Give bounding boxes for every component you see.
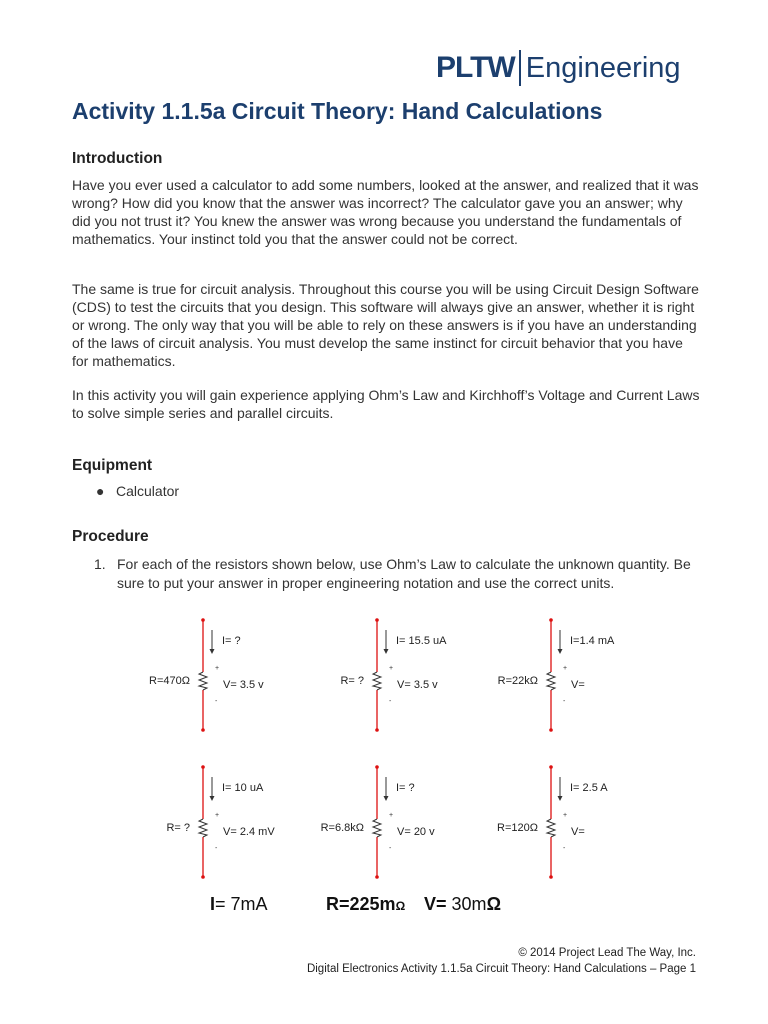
answer-voltage-unit: Ω (486, 894, 501, 914)
polarity-minus: - (389, 845, 392, 852)
polarity-minus: - (215, 845, 218, 852)
resistor-circuit (321, 765, 435, 879)
answer-voltage-value: 30m (446, 894, 487, 914)
resistance-label: R=22kΩ (497, 675, 538, 687)
terminal-top (549, 618, 553, 622)
current-arrow-head (384, 649, 389, 654)
terminal-bottom (201, 875, 205, 879)
bullet-icon: ● (96, 483, 105, 499)
polarity-plus: + (389, 665, 394, 672)
polarity-plus: + (563, 812, 568, 819)
answer-current-value: = 7mA (215, 894, 268, 914)
resistance-label: R=470Ω (149, 675, 190, 687)
terminal-top (375, 618, 379, 622)
answer-voltage-label: V= (424, 894, 447, 914)
voltage-label: V= (571, 826, 585, 838)
polarity-minus: - (215, 698, 218, 705)
answer-current (210, 894, 268, 915)
resistance-label: R= ? (340, 675, 364, 687)
polarity-plus: + (389, 812, 394, 819)
intro-paragraph-1: Have you ever used a calculator to add some numbers, looked at the answer, and realized that it was wrong? How did you know that the answer was incorrect? The calculator gave you an answer; why did you not trust it? You knew the answer was wrong because you understand the fundamentals of mathematics. Your instinct told you that the answer could not be correct. (72, 177, 699, 247)
resistor-circuit (149, 618, 264, 732)
current-arrow-head (558, 649, 563, 654)
answer-resistance-value: R=225m (326, 894, 396, 914)
answer-resistance-unit: Ω (395, 899, 406, 913)
step-number: 1. (94, 556, 106, 572)
introduction-heading: Introduction (72, 150, 163, 167)
current-arrow-head (210, 796, 215, 801)
terminal-top (201, 765, 205, 769)
resistance-label: R=120Ω (497, 822, 538, 834)
logo-mark: PLTW (436, 51, 515, 84)
voltage-label: V= (571, 679, 585, 691)
resistor-symbol (547, 672, 555, 690)
resistor-circuit (166, 765, 275, 879)
voltage-label: V= 3.5 v (397, 679, 438, 691)
voltage-label: V= 3.5 v (223, 679, 264, 691)
equipment-item-label: Calculator (116, 483, 180, 499)
resistor-circuit (340, 618, 447, 732)
intro-paragraph-3: In this activity you will gain experience applying Ohm’s Law and Kirchhoff’s Voltage and Current Laws to solve simple series and parallel circuits. (72, 387, 700, 421)
polarity-plus: + (215, 665, 220, 672)
resistance-label: R= ? (166, 822, 190, 834)
step-text: For each of the resistors shown below, use Ohm’s Law to calculate the unknown quantity. Be sure to put your answer in proper engineering notation and use the correct units. (117, 556, 691, 591)
equipment-heading: Equipment (72, 457, 153, 474)
answer-current-label: I (210, 894, 216, 914)
resistor-symbol (199, 819, 207, 837)
current-label: I= 15.5 uA (396, 635, 447, 647)
current-label: I= 10 uA (222, 782, 264, 794)
polarity-minus: - (389, 698, 392, 705)
current-arrow-head (384, 796, 389, 801)
answer-resistance (326, 894, 405, 915)
resistor-circuit (498, 618, 615, 732)
resistor-symbol (373, 819, 381, 837)
polarity-minus: - (563, 698, 566, 705)
current-label: I=1.4 mA (570, 635, 615, 647)
terminal-bottom (549, 728, 553, 732)
terminal-top (201, 618, 205, 622)
resistance-label: R=6.8kΩ (320, 822, 364, 834)
current-arrow-head (558, 796, 563, 801)
resistor-symbol (547, 819, 555, 837)
resistor-circuit (497, 765, 608, 879)
answer-voltage (424, 894, 501, 915)
page-title: Activity 1.1.5a Circuit Theory: Hand Calculations (72, 98, 603, 124)
terminal-bottom (201, 728, 205, 732)
resistor-symbol (373, 672, 381, 690)
terminal-bottom (375, 875, 379, 879)
footer-copyright: © 2014 Project Lead The Way, Inc. (518, 947, 696, 959)
resistor-symbol (199, 672, 207, 690)
current-label: I= ? (396, 782, 415, 794)
logo-word: Engineering (525, 51, 681, 84)
intro-paragraph-2: The same is true for circuit analysis. Throughout this course you will be using Circuit Design Software (CDS) to test the circuits that you design. This software will always give an answer, whether it is right or wrong. The only way that you will be able to rely on these answers is if you have an understanding of the laws of circuit analysis. You must develop the same instinct for circuit behavior that you have for mathematics. (72, 281, 699, 369)
polarity-plus: + (563, 665, 568, 672)
footer-page: Digital Electronics Activity 1.1.5a Circuit Theory: Hand Calculations – Page 1 (306, 963, 696, 975)
voltage-label: V= 20 v (397, 826, 435, 838)
terminal-top (375, 765, 379, 769)
terminal-bottom (549, 875, 553, 879)
terminal-bottom (375, 728, 379, 732)
polarity-plus: + (215, 812, 220, 819)
terminal-top (549, 765, 553, 769)
voltage-label: V= 2.4 mV (223, 826, 275, 838)
current-arrow-head (210, 649, 215, 654)
polarity-minus: - (563, 845, 566, 852)
current-label: I= ? (222, 635, 241, 647)
procedure-heading: Procedure (72, 528, 149, 545)
current-label: I= 2.5 A (570, 782, 608, 794)
